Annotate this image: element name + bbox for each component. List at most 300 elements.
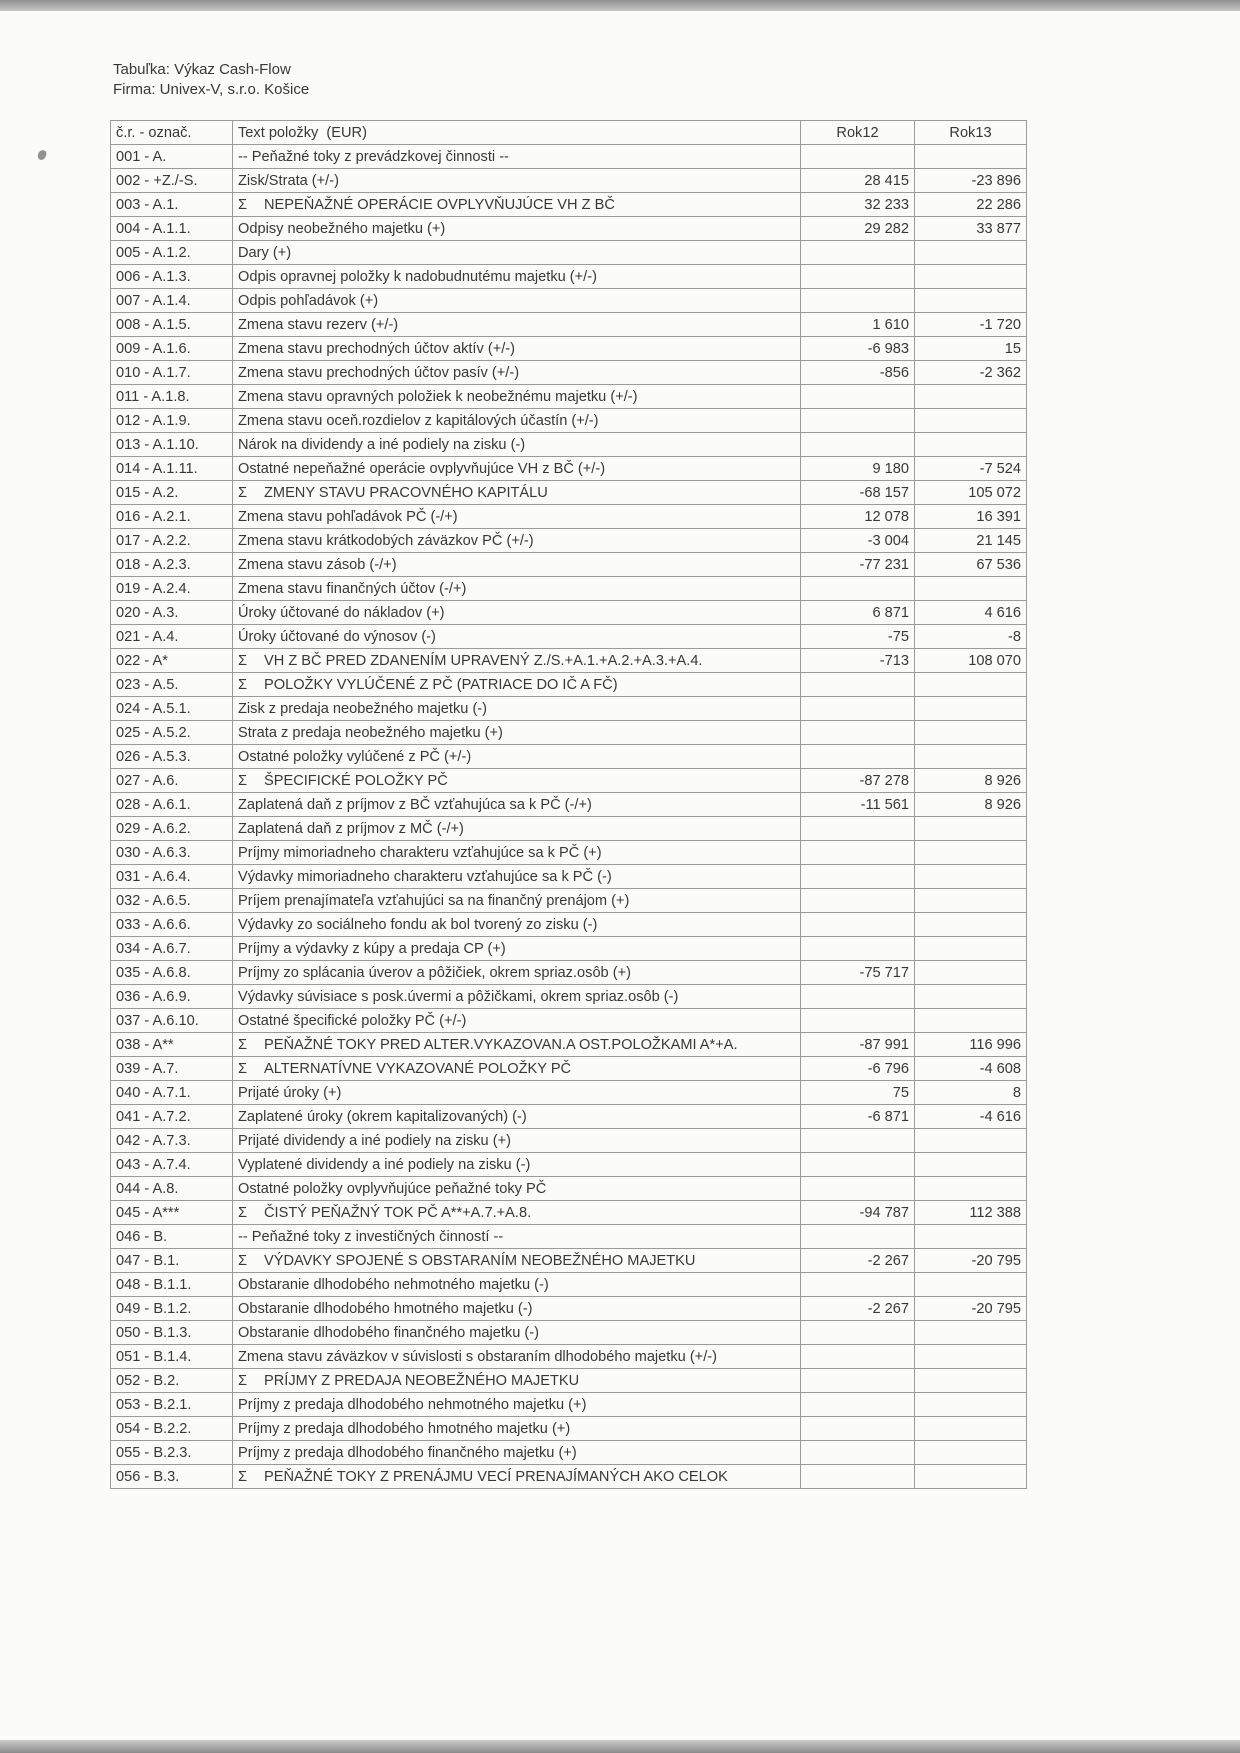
row-rok13-value [915, 1177, 1027, 1201]
row-item-text: Úroky účtované do nákladov (+) [233, 601, 801, 625]
table-row [111, 601, 1027, 625]
row-rok13-value: 21 145 [915, 529, 1027, 553]
row-id: 029 - A.6.2. [111, 817, 233, 841]
table-row [111, 1321, 1027, 1345]
row-id: 048 - B.1.1. [111, 1273, 233, 1297]
row-item-text: Príjmy z predaja dlhodobého hmotného majetku (+) [233, 1417, 801, 1441]
row-rok12-value [801, 817, 915, 841]
row-rok12-value [801, 577, 915, 601]
row-rok13-value [915, 697, 1027, 721]
row-rok13-value [915, 1225, 1027, 1249]
row-item-text: Ostatné položky vylúčené z PČ (+/-) [233, 745, 801, 769]
row-id: 047 - B.1. [111, 1249, 233, 1273]
sigma-symbol: Σ [238, 652, 248, 669]
sigma-symbol: Σ [238, 1204, 248, 1221]
row-rok13-value [915, 1393, 1027, 1417]
row-item-text: Σ VH Z BČ PRED ZDANENÍM UPRAVENÝ Z./S.+A.1.+A.2.+A.3.+A.4. [233, 649, 801, 673]
row-id: 003 - A.1. [111, 193, 233, 217]
row-id: 040 - A.7.1. [111, 1081, 233, 1105]
table-row [111, 817, 1027, 841]
row-rok12-value: 32 233 [801, 193, 915, 217]
row-id: 021 - A.4. [111, 625, 233, 649]
table-row [111, 1153, 1027, 1177]
cashflow-table [110, 120, 1027, 1489]
row-rok12-value: 9 180 [801, 457, 915, 481]
row-rok13-value [915, 985, 1027, 1009]
table-row [111, 289, 1027, 313]
row-rok12-value: -2 267 [801, 1249, 915, 1273]
row-rok12-value: -77 231 [801, 553, 915, 577]
table-row [111, 1345, 1027, 1369]
table-row [111, 961, 1027, 985]
sigma-symbol: Σ [238, 196, 248, 213]
row-item-text: -- Peňažné toky z prevádzkovej činnosti -- [233, 145, 801, 169]
row-id: 056 - B.3. [111, 1465, 233, 1489]
cashflow-table-body [111, 145, 1027, 1489]
table-row [111, 1201, 1027, 1225]
row-rok13-value: 22 286 [915, 193, 1027, 217]
row-id: 008 - A.1.5. [111, 313, 233, 337]
row-rok13-value: 116 996 [915, 1033, 1027, 1057]
row-rok12-value: 29 282 [801, 217, 915, 241]
table-row [111, 1393, 1027, 1417]
table-row [111, 1273, 1027, 1297]
scan-edge-bottom [0, 1740, 1240, 1753]
scan-edge-top [0, 0, 1240, 11]
row-item-text: Σ NEPEŇAŽNÉ OPERÁCIE OVPLYVŇUJÚCE VH Z BČ [233, 193, 801, 217]
row-id: 044 - A.8. [111, 1177, 233, 1201]
row-rok13-value [915, 1417, 1027, 1441]
row-id: 005 - A.1.2. [111, 241, 233, 265]
row-rok12-value: -11 561 [801, 793, 915, 817]
table-row [111, 1465, 1027, 1489]
table-row [111, 433, 1027, 457]
row-id: 017 - A.2.2. [111, 529, 233, 553]
row-id: 036 - A.6.9. [111, 985, 233, 1009]
row-rok12-value [801, 1177, 915, 1201]
row-item-text: Zmena stavu oceň.rozdielov z kapitálových účastín (+/-) [233, 409, 801, 433]
row-rok12-value [801, 673, 915, 697]
row-item-text: Zmena stavu zásob (-/+) [233, 553, 801, 577]
row-id: 013 - A.1.10. [111, 433, 233, 457]
row-id: 046 - B. [111, 1225, 233, 1249]
row-rok12-value: -6 796 [801, 1057, 915, 1081]
table-row [111, 985, 1027, 1009]
row-rok13-value: 108 070 [915, 649, 1027, 673]
row-rok12-value [801, 385, 915, 409]
table-row [111, 1105, 1027, 1129]
row-id: 009 - A.1.6. [111, 337, 233, 361]
table-row [111, 913, 1027, 937]
row-item-text: Σ VÝDAVKY SPOJENÉ S OBSTARANÍM NEOBEŽNÉHO MAJETKU [233, 1249, 801, 1273]
row-rok13-value: -2 362 [915, 361, 1027, 385]
table-row [111, 841, 1027, 865]
table-row [111, 793, 1027, 817]
row-item-text: Σ ČISTÝ PEŇAŽNÝ TOK PČ A**+A.7.+A.8. [233, 1201, 801, 1225]
row-rok13-value [915, 1153, 1027, 1177]
row-rok13-value: 15 [915, 337, 1027, 361]
document-title: Tabuľka: Výkaz Cash-Flow [113, 61, 291, 78]
row-id: 037 - A.6.10. [111, 1009, 233, 1033]
row-id: 024 - A.5.1. [111, 697, 233, 721]
row-rok13-value [915, 409, 1027, 433]
row-id: 014 - A.1.11. [111, 457, 233, 481]
row-item-text: Dary (+) [233, 241, 801, 265]
table-row [111, 553, 1027, 577]
row-rok12-value: -713 [801, 649, 915, 673]
table-row [111, 577, 1027, 601]
row-rok13-value [915, 889, 1027, 913]
row-item-text: Σ ŠPECIFICKÉ POLOŽKY PČ [233, 769, 801, 793]
row-rok13-value: 16 391 [915, 505, 1027, 529]
sigma-symbol: Σ [238, 1060, 248, 1077]
row-rok12-value [801, 1153, 915, 1177]
row-rok12-value [801, 1417, 915, 1441]
row-rok12-value [801, 1465, 915, 1489]
row-item-text: Zmena stavu prechodných účtov pasív (+/-) [233, 361, 801, 385]
row-rok13-value [915, 433, 1027, 457]
row-id: 055 - B.2.3. [111, 1441, 233, 1465]
row-item-text: Vyplatené dividendy a iné podiely na zisku (-) [233, 1153, 801, 1177]
row-rok13-value: -20 795 [915, 1249, 1027, 1273]
row-rok12-value [801, 1321, 915, 1345]
row-id: 010 - A.1.7. [111, 361, 233, 385]
row-id: 051 - B.1.4. [111, 1345, 233, 1369]
table-row [111, 937, 1027, 961]
row-item-text: Σ POLOŽKY VYLÚČENÉ Z PČ (PATRIACE DO IČ A FČ) [233, 673, 801, 697]
row-rok13-value [915, 265, 1027, 289]
row-rok12-value: -2 267 [801, 1297, 915, 1321]
table-row [111, 193, 1027, 217]
row-item-text: Zmena stavu záväzkov v súvislosti s obstaraním dlhodobého majetku (+/-) [233, 1345, 801, 1369]
row-id: 004 - A.1.1. [111, 217, 233, 241]
row-item-text: Zisk z predaja neobežného majetku (-) [233, 697, 801, 721]
row-item-text: Príjmy zo splácania úverov a pôžičiek, okrem spriaz.osôb (+) [233, 961, 801, 985]
row-id: 054 - B.2.2. [111, 1417, 233, 1441]
row-id: 020 - A.3. [111, 601, 233, 625]
row-item-text: Obstaranie dlhodobého hmotného majetku (-) [233, 1297, 801, 1321]
row-item-text: Príjmy z predaja dlhodobého nehmotného majetku (+) [233, 1393, 801, 1417]
row-rok13-value [915, 1009, 1027, 1033]
sigma-symbol: Σ [238, 484, 248, 501]
table-row [111, 481, 1027, 505]
row-rok12-value [801, 241, 915, 265]
row-rok13-value [915, 1345, 1027, 1369]
row-rok12-value [801, 145, 915, 169]
row-rok12-value [801, 913, 915, 937]
row-rok13-value [915, 1465, 1027, 1489]
row-rok12-value [801, 1129, 915, 1153]
row-id: 041 - A.7.2. [111, 1105, 233, 1129]
row-rok13-value: 8 926 [915, 769, 1027, 793]
row-rok12-value [801, 937, 915, 961]
row-item-text: Σ ALTERNATÍVNE VYKAZOVANÉ POLOŽKY PČ [233, 1057, 801, 1081]
scan-smudge [37, 149, 48, 161]
row-id: 031 - A.6.4. [111, 865, 233, 889]
table-row [111, 1081, 1027, 1105]
document-header [113, 60, 309, 100]
row-item-text: Zmena stavu prechodných účtov aktív (+/-) [233, 337, 801, 361]
row-rok12-value [801, 265, 915, 289]
row-rok13-value [915, 817, 1027, 841]
row-item-text: Zmena stavu pohľadávok PČ (-/+) [233, 505, 801, 529]
row-id: 043 - A.7.4. [111, 1153, 233, 1177]
row-rok13-value [915, 1273, 1027, 1297]
table-row [111, 1057, 1027, 1081]
row-rok12-value: 6 871 [801, 601, 915, 625]
row-item-text: Odpisy neobežného majetku (+) [233, 217, 801, 241]
row-item-text: Obstaranie dlhodobého nehmotného majetku (-) [233, 1273, 801, 1297]
row-rok13-value [915, 577, 1027, 601]
row-rok12-value: 75 [801, 1081, 915, 1105]
row-rok12-value [801, 985, 915, 1009]
row-item-text: Σ ZMENY STAVU PRACOVNÉHO KAPITÁLU [233, 481, 801, 505]
table-row [111, 505, 1027, 529]
row-rok13-value [915, 385, 1027, 409]
row-id: 032 - A.6.5. [111, 889, 233, 913]
row-item-text: Príjem prenajímateľa vzťahujúci sa na finančný prenájom (+) [233, 889, 801, 913]
row-id: 045 - A*** [111, 1201, 233, 1225]
row-rok13-value: 8 [915, 1081, 1027, 1105]
row-item-text: Σ PRÍJMY Z PREDAJA NEOBEŽNÉHO MAJETKU [233, 1369, 801, 1393]
table-row [111, 529, 1027, 553]
row-item-text: -- Peňažné toky z investičných činností -- [233, 1225, 801, 1249]
row-item-text: Nárok na dividendy a iné podiely na zisku (-) [233, 433, 801, 457]
row-rok12-value [801, 1345, 915, 1369]
row-rok13-value: 105 072 [915, 481, 1027, 505]
row-rok13-value [915, 841, 1027, 865]
row-item-text: Odpis opravnej položky k nadobudnutému majetku (+/-) [233, 265, 801, 289]
row-rok13-value: -8 [915, 625, 1027, 649]
row-rok12-value: -87 991 [801, 1033, 915, 1057]
row-item-text: Výdavky mimoriadneho charakteru vzťahujúce sa k PČ (-) [233, 865, 801, 889]
table-row [111, 385, 1027, 409]
row-id: 006 - A.1.3. [111, 265, 233, 289]
row-rok12-value [801, 721, 915, 745]
row-item-text: Zaplatená daň z príjmov z BČ vzťahujúca sa k PČ (-/+) [233, 793, 801, 817]
sigma-symbol: Σ [238, 1372, 248, 1389]
row-item-text: Ostatné nepeňažné operácie ovplyvňujúce VH z BČ (+/-) [233, 457, 801, 481]
row-rok12-value: 1 610 [801, 313, 915, 337]
row-id: 007 - A.1.4. [111, 289, 233, 313]
row-rok12-value [801, 289, 915, 313]
row-id: 033 - A.6.6. [111, 913, 233, 937]
table-row [111, 1225, 1027, 1249]
row-id: 027 - A.6. [111, 769, 233, 793]
table-row [111, 649, 1027, 673]
row-item-text: Σ PEŇAŽNÉ TOKY Z PRENÁJMU VECÍ PRENAJÍMANÝCH AKO CELOK [233, 1465, 801, 1489]
row-rok13-value: -7 524 [915, 457, 1027, 481]
header-row-id: č.r. - označ. [111, 121, 233, 145]
row-rok12-value [801, 1009, 915, 1033]
row-rok12-value [801, 433, 915, 457]
row-item-text: Zisk/Strata (+/-) [233, 169, 801, 193]
row-rok13-value [915, 745, 1027, 769]
row-id: 038 - A** [111, 1033, 233, 1057]
row-rok13-value [915, 913, 1027, 937]
table-row [111, 361, 1027, 385]
table-row [111, 1009, 1027, 1033]
table-row [111, 697, 1027, 721]
row-rok13-value [915, 241, 1027, 265]
row-rok12-value [801, 1393, 915, 1417]
row-item-text: Zmena stavu rezerv (+/-) [233, 313, 801, 337]
row-rok12-value [801, 697, 915, 721]
table-row [111, 1129, 1027, 1153]
row-id: 012 - A.1.9. [111, 409, 233, 433]
table-row [111, 745, 1027, 769]
row-rok13-value: 8 926 [915, 793, 1027, 817]
row-id: 034 - A.6.7. [111, 937, 233, 961]
row-item-text: Prijaté dividendy a iné podiely na zisku (+) [233, 1129, 801, 1153]
header-item-text: Text položky (EUR) [233, 121, 801, 145]
row-item-text: Zmena stavu finančných účtov (-/+) [233, 577, 801, 601]
row-id: 049 - B.1.2. [111, 1297, 233, 1321]
row-id: 025 - A.5.2. [111, 721, 233, 745]
table-header-row [111, 121, 1027, 145]
row-rok13-value [915, 673, 1027, 697]
row-item-text: Príjmy mimoriadneho charakteru vzťahujúce sa k PČ (+) [233, 841, 801, 865]
row-rok13-value: 4 616 [915, 601, 1027, 625]
row-id: 015 - A.2. [111, 481, 233, 505]
row-rok12-value: -68 157 [801, 481, 915, 505]
row-item-text: Zaplatená daň z príjmov z MČ (-/+) [233, 817, 801, 841]
row-id: 035 - A.6.8. [111, 961, 233, 985]
row-rok12-value [801, 745, 915, 769]
row-rok13-value: -4 608 [915, 1057, 1027, 1081]
row-rok13-value [915, 1129, 1027, 1153]
table-row [111, 337, 1027, 361]
row-rok13-value: 112 388 [915, 1201, 1027, 1225]
row-rok13-value: 33 877 [915, 217, 1027, 241]
header-rok13: Rok13 [915, 121, 1027, 145]
row-id: 050 - B.1.3. [111, 1321, 233, 1345]
row-rok13-value: -1 720 [915, 313, 1027, 337]
row-item-text: Výdavky zo sociálneho fondu ak bol tvorený zo zisku (-) [233, 913, 801, 937]
table-row [111, 169, 1027, 193]
row-item-text: Σ PEŇAŽNÉ TOKY PRED ALTER.VYKAZOVAN.A OST.POLOŽKAMI A*+A. [233, 1033, 801, 1057]
table-row [111, 625, 1027, 649]
row-rok12-value: -856 [801, 361, 915, 385]
row-rok13-value: -4 616 [915, 1105, 1027, 1129]
row-rok12-value [801, 865, 915, 889]
sigma-symbol: Σ [238, 1252, 248, 1269]
sigma-symbol: Σ [238, 772, 248, 789]
sigma-symbol: Σ [238, 1036, 248, 1053]
row-rok12-value: -87 278 [801, 769, 915, 793]
row-id: 039 - A.7. [111, 1057, 233, 1081]
row-rok12-value [801, 1273, 915, 1297]
row-id: 026 - A.5.3. [111, 745, 233, 769]
table-row [111, 409, 1027, 433]
row-item-text: Zmena stavu opravných položiek k neobežnému majetku (+/-) [233, 385, 801, 409]
row-rok13-value [915, 1369, 1027, 1393]
row-id: 022 - A* [111, 649, 233, 673]
table-row [111, 457, 1027, 481]
row-item-text: Strata z predaja neobežného majetku (+) [233, 721, 801, 745]
row-item-text: Odpis pohľadávok (+) [233, 289, 801, 313]
row-rok12-value [801, 889, 915, 913]
row-rok13-value: 67 536 [915, 553, 1027, 577]
sigma-symbol: Σ [238, 676, 248, 693]
row-item-text: Zmena stavu krátkodobých záväzkov PČ (+/-) [233, 529, 801, 553]
row-rok13-value [915, 721, 1027, 745]
row-id: 019 - A.2.4. [111, 577, 233, 601]
header-rok12: Rok12 [801, 121, 915, 145]
row-id: 016 - A.2.1. [111, 505, 233, 529]
row-rok12-value: -75 717 [801, 961, 915, 985]
row-rok12-value [801, 409, 915, 433]
row-rok12-value: -6 871 [801, 1105, 915, 1129]
row-rok12-value [801, 841, 915, 865]
row-item-text: Úroky účtované do výnosov (-) [233, 625, 801, 649]
row-id: 018 - A.2.3. [111, 553, 233, 577]
row-rok12-value [801, 1225, 915, 1249]
table-row [111, 241, 1027, 265]
table-row [111, 313, 1027, 337]
row-item-text: Príjmy a výdavky z kúpy a predaja CP (+) [233, 937, 801, 961]
row-rok12-value [801, 1441, 915, 1465]
row-rok13-value [915, 937, 1027, 961]
row-rok13-value [915, 145, 1027, 169]
table-row [111, 1033, 1027, 1057]
row-id: 002 - +Z./-S. [111, 169, 233, 193]
table-row [111, 673, 1027, 697]
table-row [111, 265, 1027, 289]
table-row [111, 1177, 1027, 1201]
row-rok13-value: -23 896 [915, 169, 1027, 193]
row-item-text: Prijaté úroky (+) [233, 1081, 801, 1105]
row-rok12-value: -75 [801, 625, 915, 649]
row-id: 028 - A.6.1. [111, 793, 233, 817]
table-row [111, 1297, 1027, 1321]
table-row [111, 145, 1027, 169]
table-row [111, 865, 1027, 889]
row-id: 001 - A. [111, 145, 233, 169]
row-id: 042 - A.7.3. [111, 1129, 233, 1153]
sigma-symbol: Σ [238, 1468, 248, 1485]
row-item-text: Príjmy z predaja dlhodobého finančného majetku (+) [233, 1441, 801, 1465]
table-row [111, 1441, 1027, 1465]
row-rok13-value [915, 1321, 1027, 1345]
row-rok12-value: 12 078 [801, 505, 915, 529]
table-row [111, 1249, 1027, 1273]
row-id: 052 - B.2. [111, 1369, 233, 1393]
row-rok12-value: -94 787 [801, 1201, 915, 1225]
table-row [111, 1417, 1027, 1441]
table-row [111, 721, 1027, 745]
row-rok12-value: 28 415 [801, 169, 915, 193]
row-rok13-value [915, 961, 1027, 985]
row-rok12-value: -3 004 [801, 529, 915, 553]
row-item-text: Ostatné položky ovplyvňujúce peňažné toky PČ [233, 1177, 801, 1201]
row-item-text: Zaplatené úroky (okrem kapitalizovaných) (-) [233, 1105, 801, 1129]
row-rok13-value [915, 289, 1027, 313]
row-item-text: Výdavky súvisiace s posk.úvermi a pôžičkami, okrem spriaz.osôb (-) [233, 985, 801, 1009]
row-id: 011 - A.1.8. [111, 385, 233, 409]
table-row [111, 1369, 1027, 1393]
table-row [111, 217, 1027, 241]
row-id: 023 - A.5. [111, 673, 233, 697]
row-id: 053 - B.2.1. [111, 1393, 233, 1417]
row-rok12-value [801, 1369, 915, 1393]
row-rok13-value [915, 865, 1027, 889]
table-row [111, 889, 1027, 913]
row-rok13-value: -20 795 [915, 1297, 1027, 1321]
row-rok13-value [915, 1441, 1027, 1465]
row-item-text: Obstaranie dlhodobého finančného majetku (-) [233, 1321, 801, 1345]
document-subtitle: Firma: Univex-V, s.r.o. Košice [113, 81, 310, 98]
